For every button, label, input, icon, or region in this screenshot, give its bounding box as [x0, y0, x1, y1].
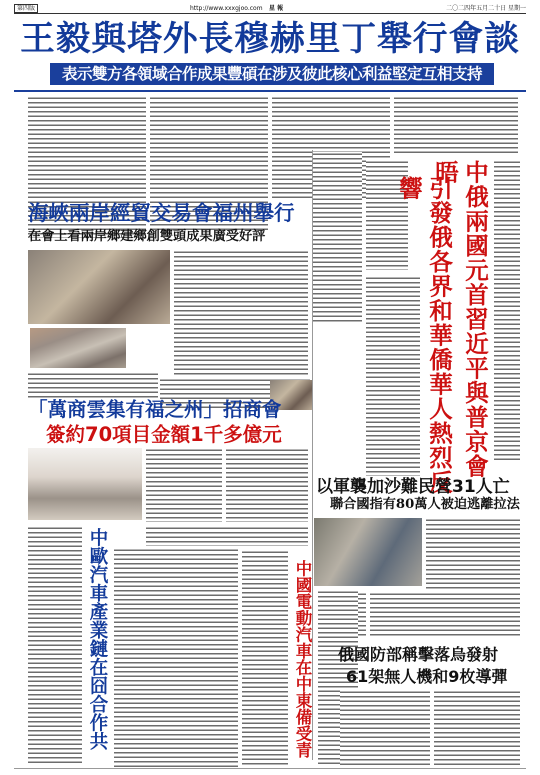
- ev-industry-headline: 中歐汽車產業鏈在囧合作共: [87, 528, 108, 750]
- ev-industry-body-a: [28, 526, 82, 766]
- lead-subhead: [50, 63, 494, 85]
- gaza-body-a: [426, 518, 520, 590]
- drones-headline-1: 俄國防部稱擊落烏發射: [338, 645, 499, 664]
- fuzhou-subhead: 在會上看兩岸鄉建鄉創雙頭成果廣受好評: [28, 229, 266, 244]
- side-story-body-c: [494, 160, 520, 460]
- site-url[interactable]: http://www.xxxgjoo.com: [190, 5, 263, 12]
- ev-mideast-headline: 中國電動汽車在中東備受青: [293, 560, 312, 758]
- gaza-body-b: [370, 592, 520, 636]
- lead-body-col-2: [150, 96, 268, 200]
- drones-body-a: [340, 690, 430, 766]
- lead-subhead-text: 表示雙方各領域合作成果豐碩在涉及彼此核心利益堅定互相支持: [61, 65, 482, 83]
- lead-body-col-4: [394, 96, 518, 156]
- investment-headline-2: 簽約70項目金額1千多億元: [46, 423, 282, 446]
- side-story-headline-2: 引發俄各界和華僑華人熱烈反響: [395, 176, 453, 495]
- fuzhou-headline: 海峽兩岸經貿交易會福州舉行: [28, 201, 295, 225]
- issue-date: 二〇二四年五月二十日 星期一: [446, 5, 526, 12]
- ev-industry-body-b: [114, 548, 238, 768]
- gaza-subhead: 聯合國指有80萬人被迫逃離拉法: [330, 497, 520, 512]
- lead-headline: 王毅與塔外長穆赫里丁舉行會談: [20, 19, 520, 59]
- ev-mideast-body-a: [242, 550, 288, 766]
- drones-headline-2: 61架無人機和9枚導彈: [346, 667, 508, 686]
- gaza-photo: [314, 518, 422, 586]
- drones-body-b: [434, 690, 520, 766]
- investment-headline-1: 「萬商雲集有福之州」招商會: [28, 398, 282, 421]
- investment-body-a: [146, 448, 222, 522]
- investment-photo: [28, 448, 142, 520]
- lead-headline-box: [14, 16, 526, 92]
- fuzhou-body-b: [28, 372, 158, 398]
- lead-body-col-1: [28, 96, 146, 200]
- investment-body-b: [226, 448, 308, 522]
- divider-bottom: [14, 768, 526, 769]
- gaza-headline: 以軍襲加沙難民營31人亡: [316, 477, 510, 497]
- investment-body-c: [146, 526, 308, 546]
- divider-mid: [312, 150, 313, 760]
- page-label: 第四版: [14, 4, 38, 13]
- fuzhou-photo-2: [30, 328, 126, 368]
- paper-name: 星 報: [269, 5, 284, 12]
- masthead: [14, 4, 526, 14]
- fuzhou-body-a: [174, 250, 308, 376]
- side-story-headline-1: 中俄兩國元首習近平與普京會晤: [431, 160, 489, 479]
- fuzhou-photo: [28, 250, 170, 324]
- side-story-body-d: [366, 276, 420, 476]
